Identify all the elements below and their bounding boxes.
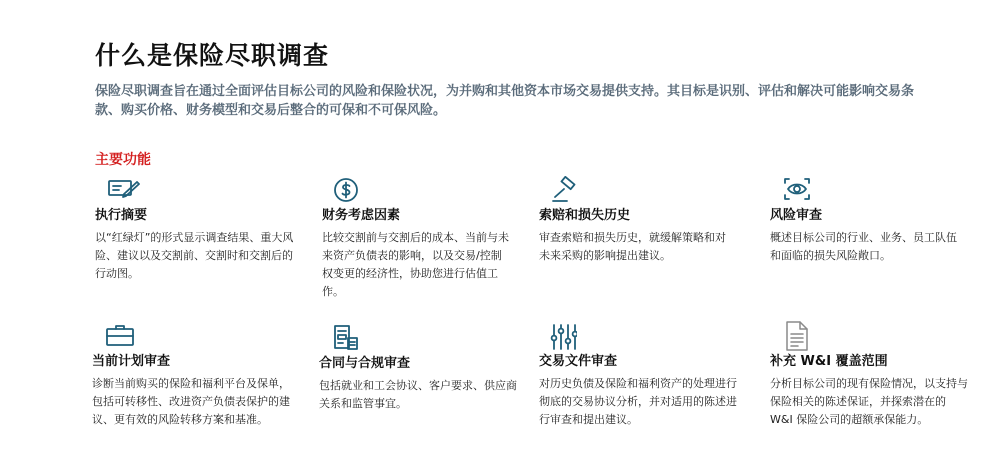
feature-title: 交易文件审查 [539, 354, 618, 369]
feature-title: 财务考虑因素 [322, 208, 401, 223]
feature-transaction-document-review [539, 322, 739, 432]
signature-pen-icon [107, 176, 141, 206]
feature-executive-summary [95, 176, 300, 286]
feature-title: 合同与合规审查 [319, 356, 411, 371]
dollar-coin-icon [332, 176, 366, 206]
eye-icon [783, 176, 817, 206]
intro-paragraph: 保险尽职调查旨在通过全面评估目标公司的风险和保险状况，为并购和其他资本市场交易提供支持。其目标是识别、评估和解决可能影响交易条款、购买价格、财务模型和交易后整合的可保和不可保风险。 [95, 84, 915, 118]
feature-title: 风险审查 [770, 208, 823, 223]
feature-title: 索赔和损失历史 [539, 208, 631, 223]
contract-document-icon [331, 324, 365, 354]
feature-financial-considerations [322, 176, 512, 301]
feature-description: 包括就业和工会协议、客户要求、供应商关系和监管事宜。 [319, 379, 517, 410]
feature-risk-review [770, 176, 962, 286]
sliders-icon [549, 322, 583, 352]
feature-description: 诊断当前购买的保险和福利平台及保单，包括可转移性、改进资产负债表保护的建议、更有效的风险转移方案和基准。 [92, 377, 290, 426]
feature-description: 以“红绿灯”的形式显示调查结果、重大风险、建议以及交割前、交割时和交割后的行动图。 [95, 231, 294, 280]
feature-claims-loss-history [539, 176, 734, 286]
feature-description: 比较交割前与交割后的成本、当前与未来资产负债表的影响，以及交易/控制权变更的经济性，协助您进行估值工作。 [322, 231, 509, 298]
feature-title: 补充 W&I 覆盖范围 [770, 354, 888, 369]
section-label: 主要功能 [95, 152, 151, 168]
feature-supplementary-wi-coverage [770, 320, 970, 445]
gavel-icon [551, 176, 585, 206]
feature-current-plan-review [92, 322, 292, 447]
feature-description: 对历史负债及保险和福利资产的处理进行彻底的交易协议分析，并对适用的陈述进行审查和提出建议。 [539, 377, 737, 426]
document-icon [784, 320, 818, 350]
feature-description: 概述目标公司的行业、业务、员工队伍和面临的损失风险敞口。 [770, 231, 957, 262]
feature-description: 审查索赔和损失历史，就缓解策略和对未来采购的影响提出建议。 [539, 231, 726, 262]
page-title: 什么是保险尽职调查 [95, 41, 330, 70]
feature-description: 分析目标公司的现有保险情况，以支持与保险相关的陈述保证，并探索潜在的 W&I 保险公司的超额承保能力。 [770, 377, 968, 426]
feature-title: 当前计划审查 [92, 354, 171, 369]
briefcase-icon [104, 322, 138, 352]
feature-title: 执行摘要 [95, 208, 148, 223]
feature-contract-compliance-review [319, 324, 519, 424]
